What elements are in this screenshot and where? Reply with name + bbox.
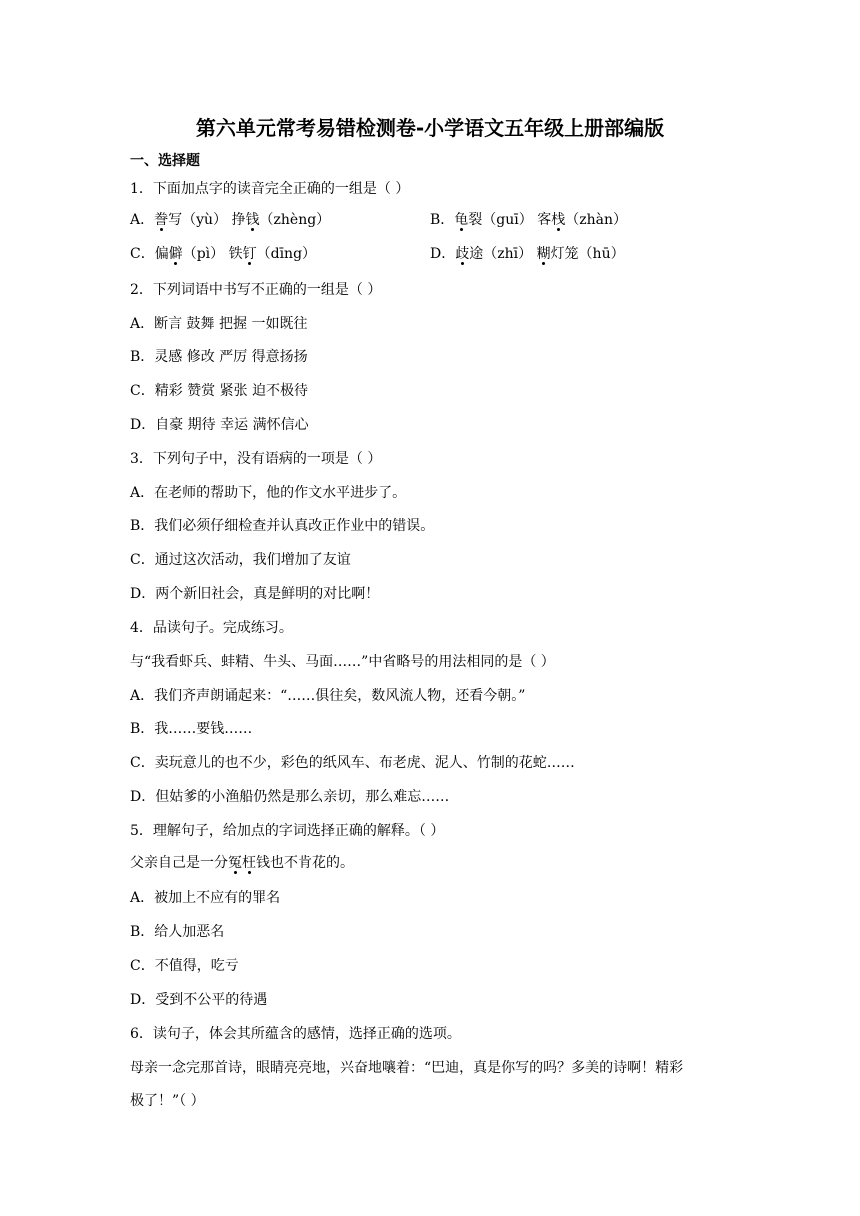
dotted-char: 钉 [242,246,257,262]
question-6-stem: 6．读句子，体会其所蕴含的感情，选择正确的选项。 [130,1026,461,1042]
dotted-char: 钱 [245,212,260,228]
dotted-char: 僻 [168,246,183,262]
question-1-option-b[interactable]: B．龟裂（guī） 客栈（zhàn） [430,212,627,228]
question-3-option-c[interactable]: C．通过这次活动，我们增加了友谊 [130,552,351,568]
dotted-char: 栈 [551,212,566,228]
question-4-option-a[interactable]: A．我们齐声朗诵起来：“……俱往矣，数风流人物，还看今朝。” [130,688,526,704]
question-5-option-c[interactable]: C．不值得，吃亏 [130,958,239,974]
dotted-char: 冤 [228,855,242,871]
question-1-stem: 1．下面加点字的读音完全正确的一组是（ ） [130,181,410,197]
question-1-option-d[interactable]: D．歧途（zhī） 糊灯笼（hū） [430,246,625,262]
question-5-option-a[interactable]: A．被加上不应有的罪名 [130,890,281,906]
question-5-option-b[interactable]: B．给人加恶名 [130,924,225,940]
question-1-option-a[interactable]: A．誊写（yù） 挣钱（zhèng） [130,212,331,228]
question-5-context: 父亲自己是一分冤枉钱也不肯花的。 [130,855,354,871]
dotted-char: 龟 [454,212,469,228]
question-5-option-d[interactable]: D．受到不公平的待遇 [130,992,268,1008]
question-4-option-b[interactable]: B．我……要钱…… [130,721,253,737]
question-2-option-c[interactable]: C．精彩 赞赏 紧张 迫不极待 [130,383,309,399]
page-title: 第六单元常考易错检测卷-小学语文五年级上册部编版 [195,116,665,140]
question-3-option-d[interactable]: D．两个新旧社会，真是鲜明的对比啊！ [130,586,380,602]
question-2-option-a[interactable]: A．断言 鼓舞 把握 一如既往 [130,316,308,332]
question-6-context-line-2: 极了！”（ ） [130,1093,205,1109]
question-4-stem: 4．品读句子。完成练习。 [130,620,293,636]
dotted-char: 糊 [536,246,551,262]
question-5-stem: 5．理解句子，给加点的字词选择正确的解释。（ ） [130,823,445,839]
dotted-char: 歧 [455,246,470,262]
dotted-char: 枉 [242,855,256,871]
question-2-stem: 2．下列词语中书写不正确的一组是（ ） [130,282,382,298]
section-heading: 一、选择题 [130,153,200,169]
question-2-option-d[interactable]: D．自豪 期待 幸运 满怀信心 [130,417,309,433]
question-2-option-b[interactable]: B．灵感 修改 严厉 得意扬扬 [130,349,308,365]
question-1-option-c[interactable]: C．偏僻（pì） 铁钉（dīng） [130,246,317,262]
question-3-stem: 3．下列句子中，没有语病的一项是（ ） [130,451,382,467]
question-6-context-line-1: 母亲一念完那首诗，眼睛亮亮地，兴奋地嚷着：“巴迪，真是你写的吗？多美的诗啊！精彩 [130,1060,684,1076]
question-3-option-a[interactable]: A．在老师的帮助下，他的作文水平进步了。 [130,485,407,501]
question-4-context: 与“我看虾兵、蚌精、牛头、马面……”中省略号的用法相同的是（ ） [130,654,555,670]
question-3-option-b[interactable]: B．我们必须仔细检查并认真改正作业中的错误。 [130,518,435,534]
dotted-char: 誊 [154,212,169,228]
question-4-option-d[interactable]: D．但姑爹的小渔船仍然是那么亲切，那么难忘…… [130,789,450,805]
question-4-option-c[interactable]: C．卖玩意儿的也不少，彩色的纸风车、布老虎、泥人、竹制的花蛇…… [130,755,575,771]
